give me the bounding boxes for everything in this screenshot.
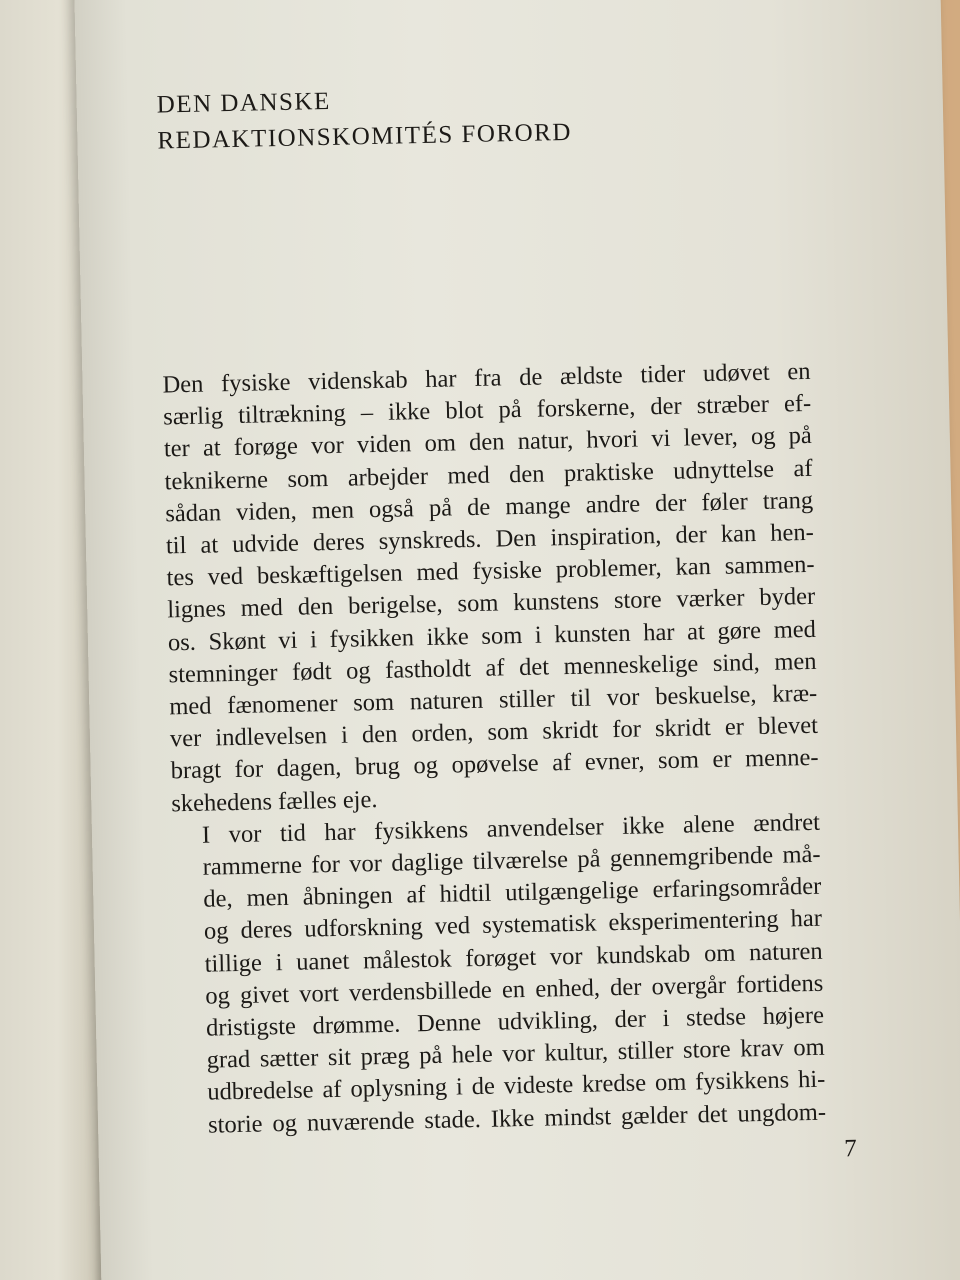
text-line: tillige i uanet målestok forøget vor kundskab om naturen [204,937,823,978]
text-line: til at udvide deres synskreds. Den inspiration, der kan hen- [165,518,815,560]
text-line: grad sætter sit præg på hele vor kultur, stiller store krav om [206,1033,825,1074]
page-content [154,0,861,1280]
text-line: sådan viden, men også på de mange andre der føler trang [164,486,814,528]
paragraph-2 [172,807,827,1143]
text-line: lignes med den berigelse, som kunstens store værker byder [167,583,816,624]
text-line: særlig tiltrækning – ikke blot på forskerne, der stræber ef- [162,390,812,431]
text-line: og givet vort verdensbillede en enhed, der overgår fortidens [205,969,824,1010]
text-line: udbredelse af oplysning i de videste kredse om fysikkens hi- [207,1066,826,1107]
text-line: os. Skønt vi i fysikken ikke som i kunsten har at gøre med [167,615,817,657]
text-line: og deres udforskning ved systematisk eksperimentering har [203,905,823,946]
text-line: stemninger født og fastholdt af det menneskelige sind, men [168,647,817,689]
chapter-heading [156,79,572,160]
text-line: storie og nuværende stade. Ikke mindst gælder det ungdom- [207,1098,827,1139]
text-line: ter at forøge vor viden om den natur, hvori vi lever, og på [163,422,813,463]
text-line: rammerne for vor daglige tilværelse på gennemgribende må- [202,840,821,881]
text-line: tes ved beskæftigelsen med fysiske problemer, kan sammen- [166,551,815,592]
page-number: 7 [843,1135,858,1163]
book-page [74,0,960,1280]
text-line: skehedens fælles eje. [171,785,378,817]
body-text [162,356,826,1142]
text-line: de, men åbningen af hidtil utilgængelige erfaringsområder [203,873,822,913]
text-line: ver indlevelsen i den orden, som skridt for skridt er blevet [169,712,819,753]
heading-line-2: REDAKTIONSKOMITÉS FORORD [157,118,573,155]
text-line: I vor tid har fysikkens anvendelser ikke alene ændret [201,808,821,849]
text-line: Den fysiske videnskab har fra de ældste tider udøvet en [162,357,811,399]
text-line: teknikerne som arbejder med den praktiske udnyttelse af [164,454,813,496]
text-line: med fænomener som naturen stiller til vor beskuelse, kræ- [169,679,818,721]
text-line: dristigste drømme. Denne udvikling, der i stedse højere [205,1001,825,1042]
text-line: bragt for dagen, brug og opøvelse af evner, som er menne- [170,744,819,785]
paragraph-1 [162,356,819,820]
heading-line-1: DEN DANSKE [156,87,331,119]
